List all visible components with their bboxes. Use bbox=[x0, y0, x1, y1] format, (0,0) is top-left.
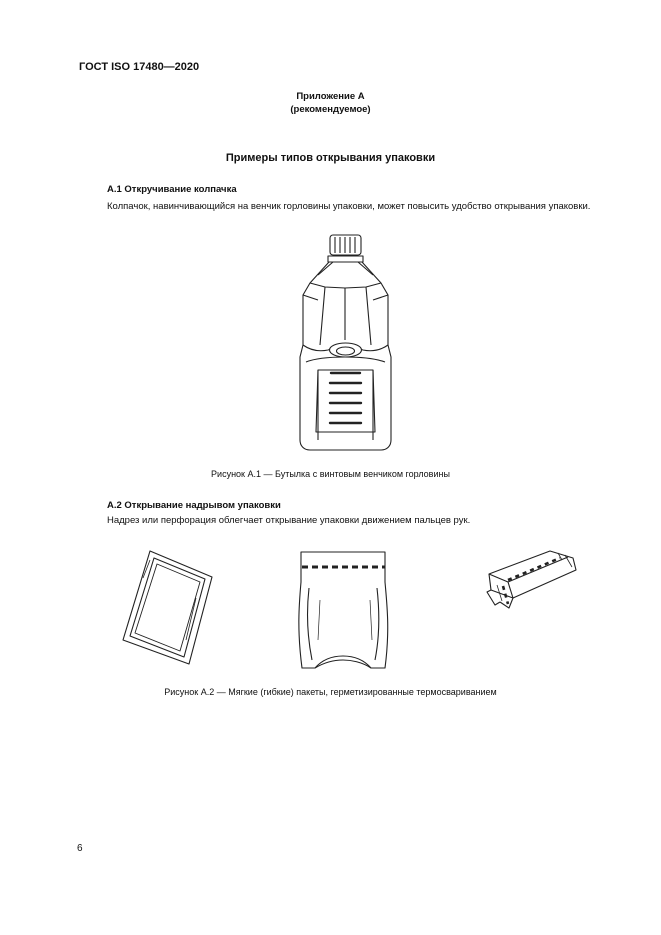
section-heading-a2: А.2 Открывание надрывом упаковки bbox=[107, 500, 281, 511]
section-text-a2: Надрез или перфорация облегчает открывание упаковки движением пальцев рук. bbox=[107, 515, 471, 526]
pillow-pack-illustration bbox=[483, 548, 578, 618]
standup-pouch-illustration bbox=[296, 548, 391, 673]
section-heading-a1: А.1 Откручивание колпачка bbox=[107, 184, 237, 195]
document-header: ГОСТ ISO 17480—2020 bbox=[79, 61, 200, 73]
page-title: Примеры типов открывания упаковки bbox=[225, 152, 436, 164]
figure-caption-a2: Рисунок А.2 — Мягкие (гибкие) пакеты, герметизированные термосвариванием bbox=[164, 687, 497, 697]
section-text-a1: Колпачок, навинчивающийся на венчик горловины упаковки, может повысить удобство открывания упаковки. bbox=[107, 201, 591, 212]
page-number: 6 bbox=[77, 843, 83, 854]
flat-sachet-illustration bbox=[122, 548, 217, 668]
bottle-illustration bbox=[290, 232, 400, 457]
figure-caption-a1: Рисунок А.1 — Бутылка с винтовым венчиком горловины bbox=[211, 469, 450, 479]
annex-title: Приложение А bbox=[296, 91, 365, 102]
annex-status: (рекомендуемое) bbox=[290, 104, 371, 115]
